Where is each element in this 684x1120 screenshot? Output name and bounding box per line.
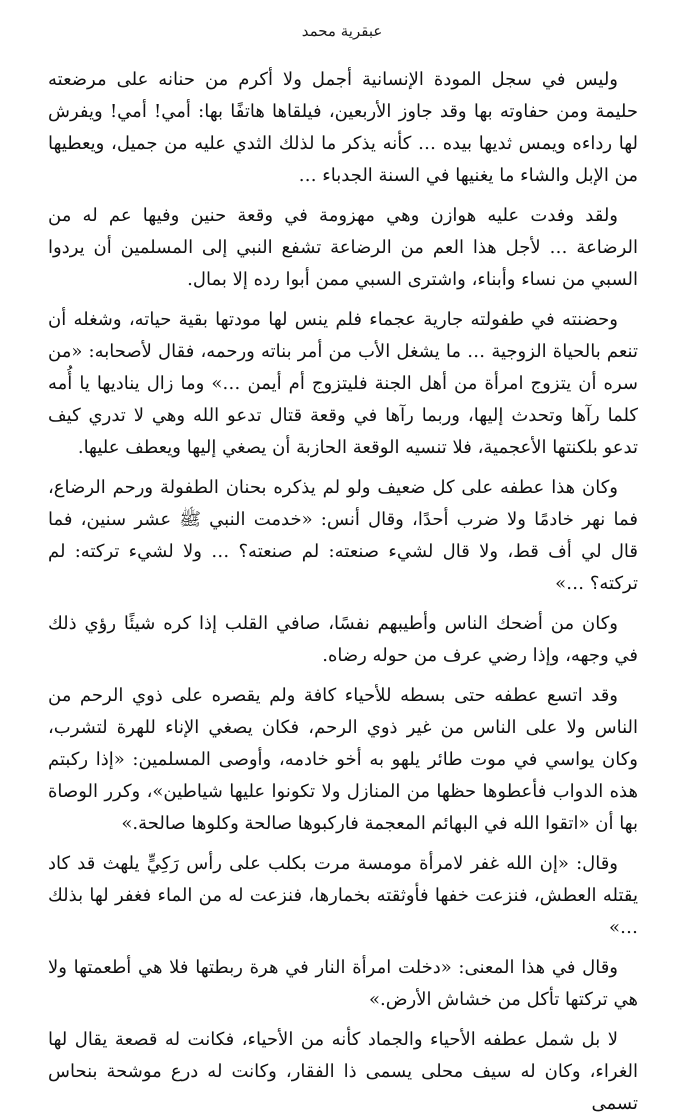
paragraph-cat-hadith: وقال في هذا المعنى: «دخلت امرأة النار في هرة ربطتها فلا هي أطعمتها ولا هي تركتها تأكل من خشاش الأرض.» xyxy=(48,957,638,1010)
paragraph-kindness-weak: وكان هذا عطفه على كل ضعيف ولو لم يذكره بحنان الطفولة ورحم الرضاع، فما نهر خادمًا ولا ضرب أحدًا، وقال أنس: «خدمت النبي ﷺ عشر سنين، فما قال لي أف قط، ولا قال لشيء صنعته: لم صنعته؟ … ولا لشيء تركته: لم تركته؟ …» xyxy=(48,477,638,594)
paragraph-cheerful: وكان من أضحك الناس وأطيبهم نفسًا، صافي القلب إذا كره شيئًا رؤي ذلك في وجهه، وإذا رضي عرف من حوله رضاه. xyxy=(48,613,638,666)
body-text xyxy=(48,64,638,1120)
paragraph-objects: لا بل شمل عطفه الأحياء والجماد كأنه من الأحياء، فكانت له قصعة يقال لها الغراء، وكان له سيف محلى يسمى ذا الفقار، وكانت له درع موشحة بنحاس تسمى xyxy=(48,1029,638,1114)
paragraph-umm-ayman: وحضنته في طفولته جارية عجماء فلم ينس لها مودتها بقية حياته، وشغله أن تنعم بالحياة الزوجية … ما يشغل الأب من أمر بناته ورحمه، فقال لأصحابه: «من سره أن يتزوج امرأة من أهل الجنة فليتزوج أم أيمن …» وما زال يناديها يا أُمه كلما رآها وتحدث إليها، وربما رآها في وقعة قتال تدعو الله وهي لا تدري كيف تدعو بلكنتها الأعجمية، فلا تنسيه الوقعة الحازبة أن يصغي إليها ويعطف عليها. xyxy=(48,309,638,458)
running-header-title: عبقرية محمد xyxy=(301,22,383,40)
paragraph-dog-hadith: وقال: «إن الله غفر لامرأة مومسة مرت بكلب على رأس رَكِيٍّ يلهث قد كاد يقتله العطش، فنزعت خفها فأوثقته بخمارها، فنزعت له من الماء فغفر لها بذلك …» xyxy=(48,853,638,938)
paragraph-halima: وليس في سجل المودة الإنسانية أجمل ولا أكرم من حنانه على مرضعته حليمة ومن حفاوته بها وقد جاوز الأربعين، فيلقاها هاتفًا بها: أمي! أمي! ويفرش لها رداءه ويمس ثديها بيده … كأنه يذكر ما لذلك الثدي عليه من جميل، ويعطيها من الإبل والشاء ما يغنيها في السنة الجدباء … xyxy=(48,69,638,186)
paragraph-hawazin: ولقد وفدت عليه هوازن وهي مهزومة في وقعة حنين وفيها عم له من الرضاعة … لأجل هذا العم من الرضاعة تشفع النبي إلى المسلمين أن يردوا السبي من نساء وأبناء، واشترى السبي ممن أبوا رده إلا بمال. xyxy=(48,205,638,290)
paragraph-kindness-animals: وقد اتسع عطفه حتى بسطه للأحياء كافة ولم يقصره على ذوي الرحم من الناس ولا على الناس من غير ذوي الرحم، فكان يصغي الإناء للهرة لتشرب، وكان يواسي في موت طائر يلهو به أخو خادمه، وأوصى المسلمين: «إذا ركبتم هذه الدواب فأعطوها حظها من المنازل ولا تكونوا عليها شياطين»، وكرر الوصاة بها أن «اتقوا الله في البهائم المعجمة فاركبوها صالحة وكلوها صالحة.» xyxy=(48,685,638,834)
